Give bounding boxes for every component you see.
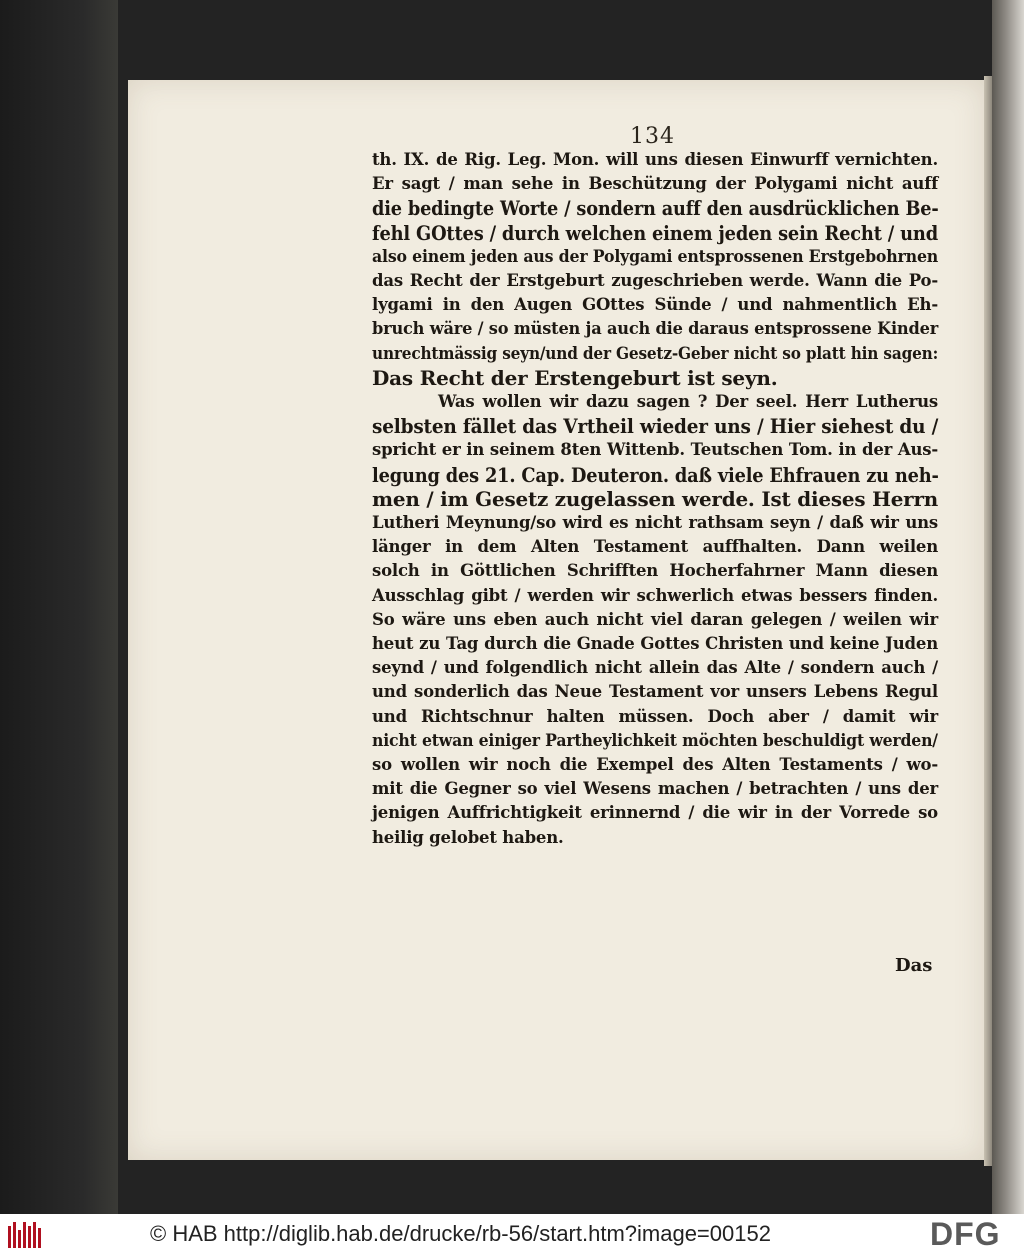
copyright-link[interactable]: © HAB http://diglib.hab.de/drucke/rb-56/start.htm?image=00152	[150, 1221, 771, 1246]
text-line: Was wollen wir dazu sagen ? Der seel. Herr Lutherus	[438, 392, 938, 412]
text-line: bruch wäre / so müsten ja auch die daraus entsprossene Kinder	[372, 319, 939, 339]
text-line: mit die Gegner so viel Wesens machen / betrachten / uns der	[372, 779, 938, 799]
text-line: heut zu Tag durch die Gnade Gottes Christen und keine Juden	[372, 634, 938, 654]
book-cover-edge-right	[992, 0, 1024, 1214]
text-line: spricht er in seinem 8ten Wittenb. Teutschen Tom. in der Aus-	[372, 440, 938, 460]
text-line: fehl GOttes / durch welchen einem jeden sein Recht / und	[372, 220, 938, 245]
text-line: das Recht der Erstgeburt zugeschrieben werde. Wann die Po-	[372, 271, 938, 291]
text-line: Das Recht der Erstengeburt ist seyn.	[372, 365, 778, 390]
text-line: lygami in den Augen GOttes Sünde / und nahmentlich Eh-	[372, 295, 938, 315]
text-line: solch in Göttlichen Schrifften Hocherfahrner Mann diesen	[372, 561, 938, 581]
dfg-logo: DFG	[930, 1216, 1001, 1252]
text-line: men / im Gesetz zugelassen werde. Ist dieses Herrn	[372, 486, 939, 511]
text-line: heilig gelobet haben.	[372, 827, 564, 847]
text-line: also einem jeden aus der Polygami entsprossenen Erstgebohrnen	[372, 246, 939, 266]
text-line: nicht etwan einiger Partheylichkeit möchten beschuldigt werden/	[372, 730, 938, 750]
text-line: und Richtschnur halten müssen. Doch aber / damit wir	[372, 706, 938, 726]
text-line: unrechtmässig seyn/und der Gesetz-Geber nicht so platt hin sagen:	[372, 343, 939, 363]
text-line: th. IX. de Rig. Leg. Mon. will uns diesen Einwurff vernichten.	[372, 150, 938, 169]
viewer-footer	[0, 1214, 1024, 1254]
book-cover-edge-left	[0, 0, 118, 1214]
page-text-block	[372, 148, 938, 850]
page-number: 134	[630, 124, 675, 149]
text-line: Er sagt / man sehe in Beschützung der Polygami nicht auff	[372, 174, 938, 194]
catchword: Das	[895, 955, 933, 976]
hab-logo-icon	[8, 1220, 42, 1248]
text-line: Ausschlag gibt / werden wir schwerlich etwas bessers finden.	[372, 585, 938, 605]
text-line: und sonderlich das Neue Testament vor unsers Lebens Regul	[372, 682, 938, 702]
text-line: die bedingte Worte / sondern auff den ausdrücklichen Be-	[372, 196, 939, 221]
text-line: legung des 21. Cap. Deuteron. daß viele Ehfrauen zu neh-	[372, 462, 939, 487]
text-line: selbsten fället das Vrtheil wieder uns / Hier siehest du /	[372, 414, 939, 439]
text-line: Lutheri Meynung/so wird es nicht rathsam seyn / daß wir uns	[372, 513, 938, 533]
text-line: länger in dem Alten Testament auffhalten. Dann weilen	[372, 537, 938, 557]
text-line: so wollen wir noch die Exempel des Alten Testaments / wo-	[372, 755, 938, 775]
page-fold	[984, 76, 992, 1166]
text-line: So wäre uns eben auch nicht viel daran gelegen / weilen wir	[372, 609, 938, 629]
text-line: seynd / und folgendlich nicht allein das Alte / sondern auch /	[372, 658, 938, 678]
text-line: jenigen Auffrichtigkeit erinnernd / die wir in der Vorrede so	[372, 803, 938, 823]
